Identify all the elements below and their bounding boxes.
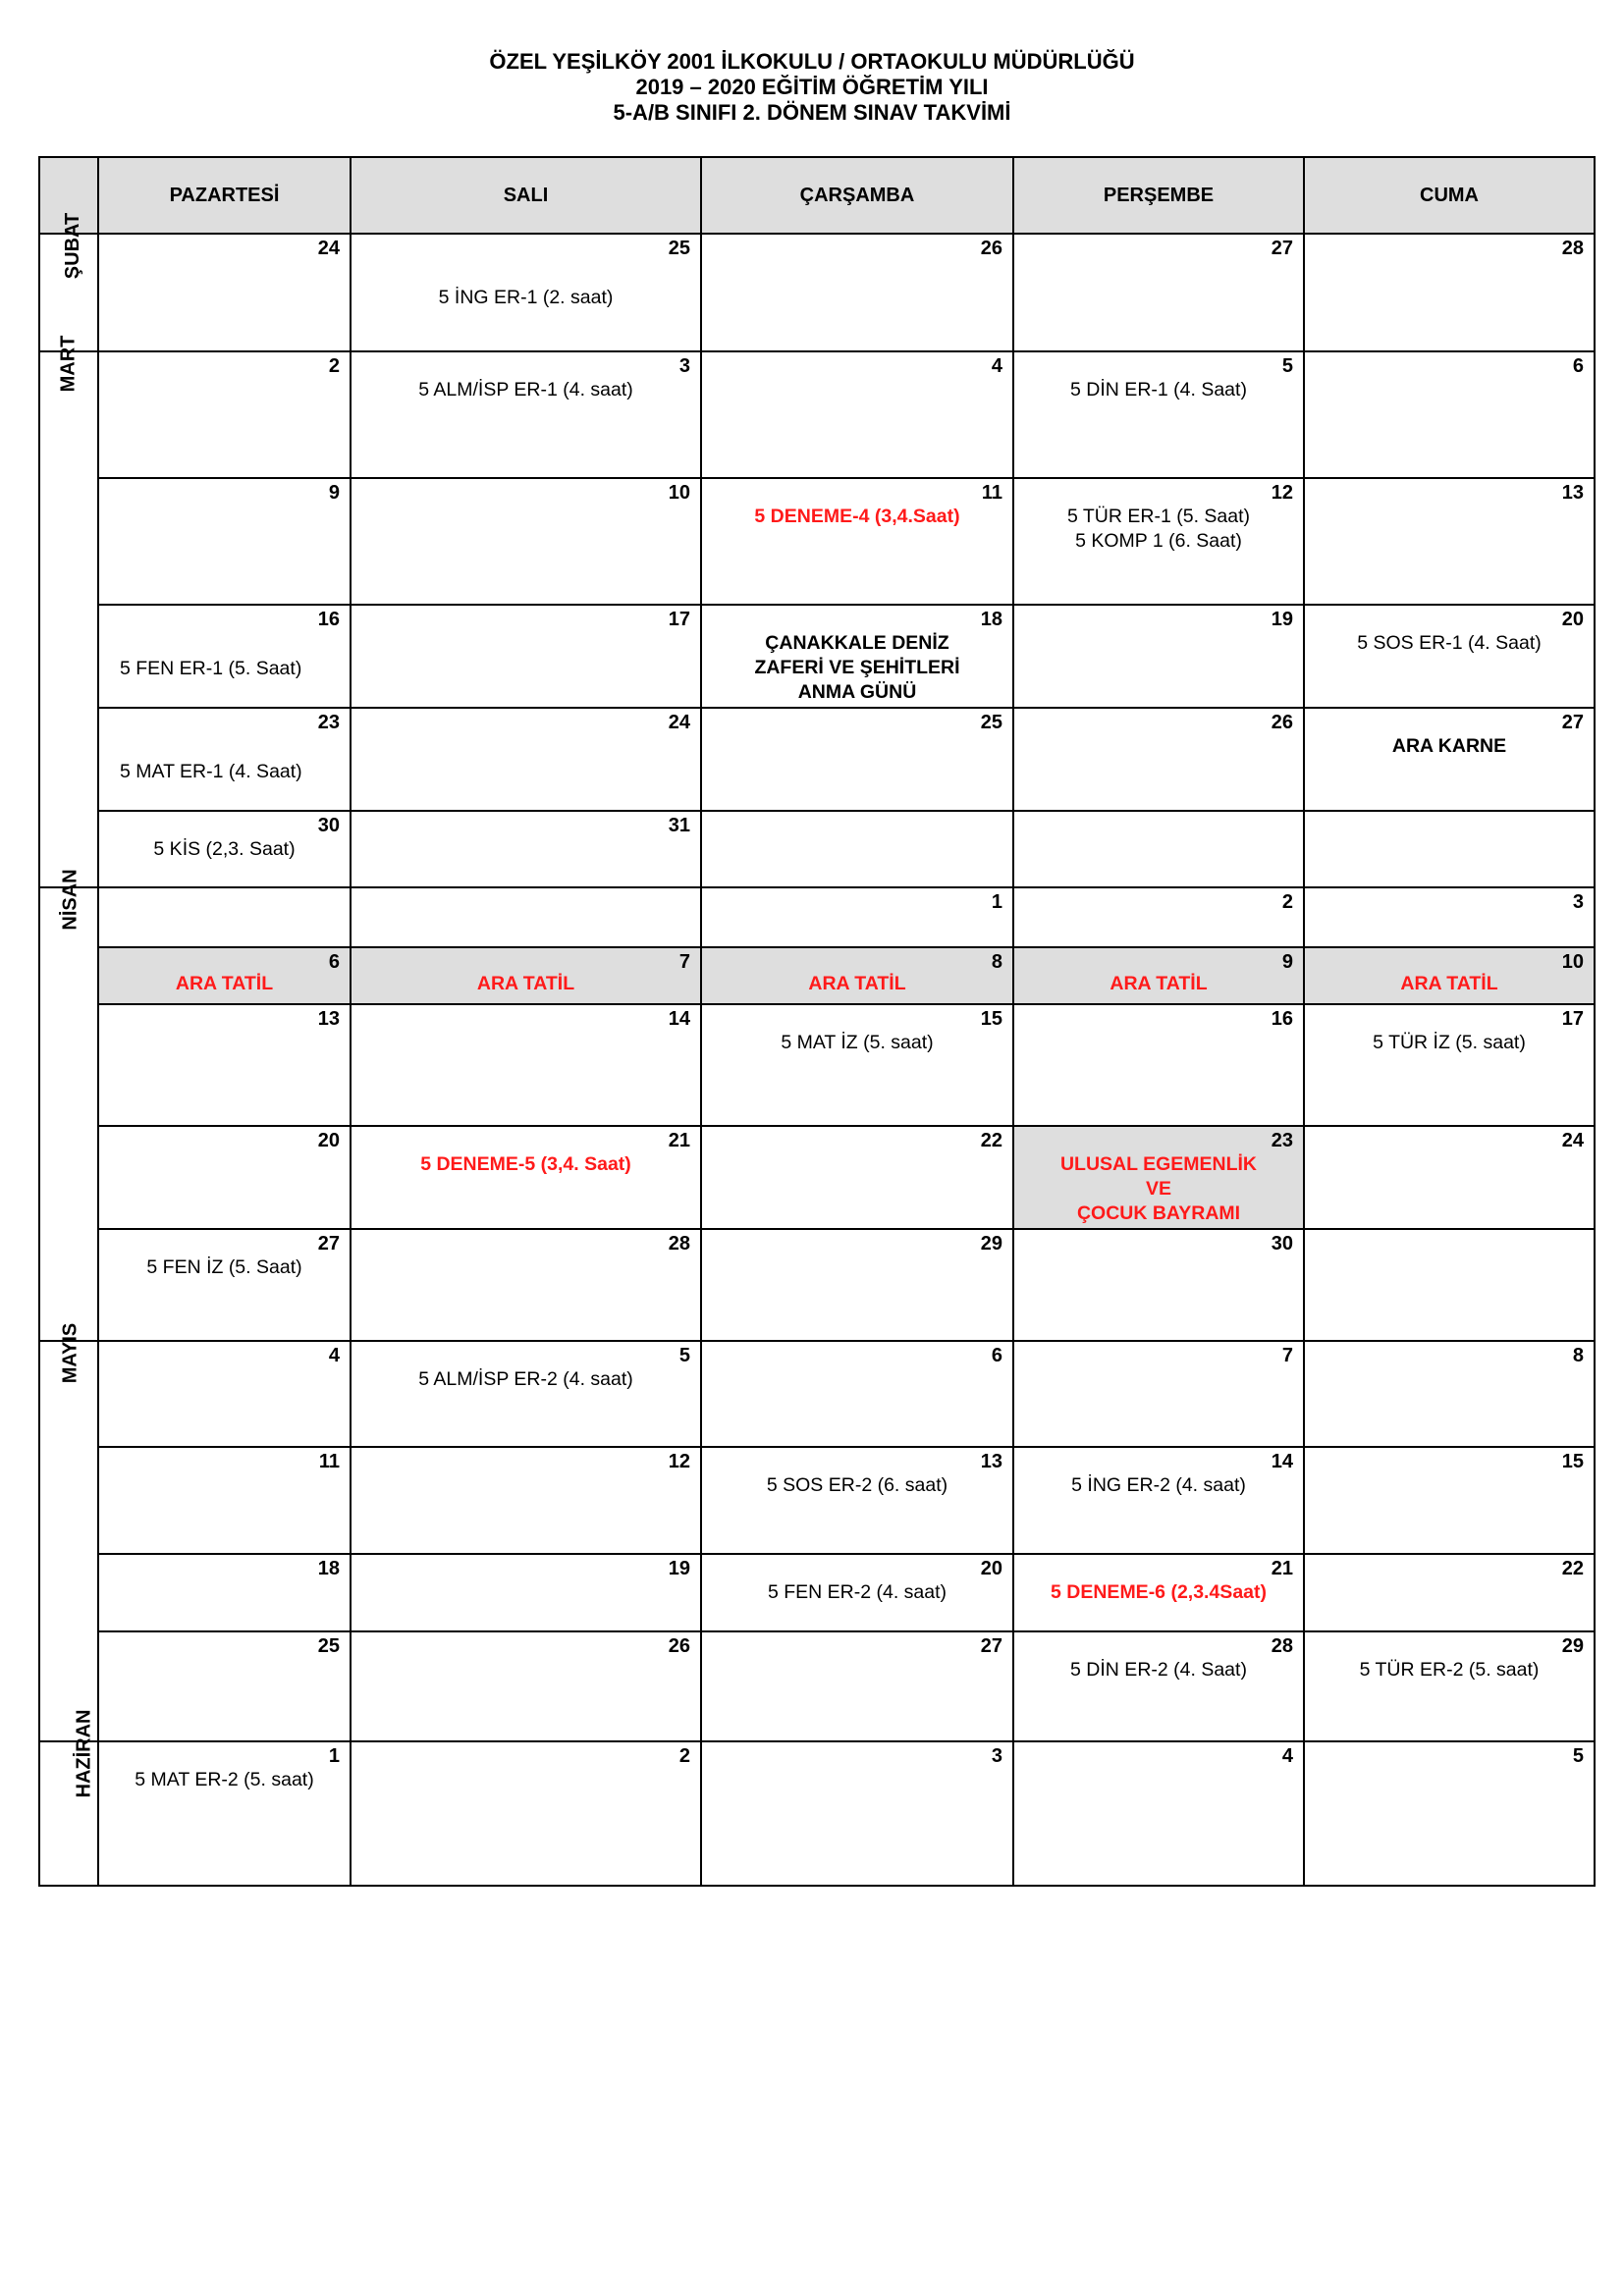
day-cell bbox=[351, 1229, 701, 1341]
week-row bbox=[39, 478, 1595, 605]
day-cell bbox=[1013, 605, 1304, 708]
week-row bbox=[39, 234, 1595, 351]
weekday-header-row bbox=[39, 157, 1595, 234]
day-cell bbox=[98, 605, 351, 708]
day-number: 25 bbox=[317, 1635, 340, 1657]
calendar-event: 5 DENEME-4 (3,4.Saat) bbox=[754, 506, 960, 527]
day-cell bbox=[351, 1126, 701, 1229]
day-cell bbox=[351, 1554, 701, 1631]
day-number: 24 bbox=[668, 712, 690, 733]
calendar-event: ARA TATİL bbox=[808, 973, 906, 994]
exam-calendar-table bbox=[38, 156, 1596, 1887]
day-cell bbox=[98, 708, 351, 811]
day-cell bbox=[1013, 708, 1304, 811]
day-number: 10 bbox=[668, 482, 690, 504]
day-number: 8 bbox=[1572, 1345, 1584, 1366]
day-cell bbox=[351, 1741, 701, 1886]
day-number: 20 bbox=[1561, 609, 1584, 630]
day-cell bbox=[1013, 1004, 1304, 1126]
weekday-header: CUMA bbox=[1304, 157, 1595, 234]
day-cell bbox=[701, 1631, 1013, 1741]
weekday-header: ÇARŞAMBA bbox=[701, 157, 1013, 234]
day-number: 4 bbox=[1281, 1745, 1293, 1767]
day-cell bbox=[1304, 605, 1595, 708]
day-cell bbox=[1304, 708, 1595, 811]
day-number: 9 bbox=[328, 482, 340, 504]
week-row bbox=[39, 887, 1595, 947]
day-number: 15 bbox=[1561, 1451, 1584, 1472]
day-cell bbox=[1013, 1741, 1304, 1886]
day-number: 26 bbox=[980, 238, 1002, 259]
day-number: 27 bbox=[317, 1233, 340, 1255]
day-number: 18 bbox=[317, 1558, 340, 1579]
week-row bbox=[39, 605, 1595, 708]
week-row bbox=[39, 1447, 1595, 1554]
day-cell bbox=[351, 708, 701, 811]
day-cell bbox=[1013, 351, 1304, 478]
day-cell bbox=[701, 947, 1013, 1004]
day-cell bbox=[1013, 947, 1304, 1004]
day-cell bbox=[98, 234, 351, 351]
day-number: 14 bbox=[668, 1008, 690, 1030]
day-cell bbox=[1304, 1741, 1595, 1886]
day-number: 22 bbox=[1561, 1558, 1584, 1579]
school-name: ÖZEL YEŞİLKÖY 2001 İLKOKULU / ORTAOKULU MÜDÜRLÜĞÜ bbox=[489, 49, 1135, 74]
day-number: 2 bbox=[678, 1745, 690, 1767]
calendar-event: 5 DİN ER-2 (4. Saat) bbox=[1070, 1659, 1247, 1681]
calendar-event: ARA TATİL bbox=[476, 973, 575, 994]
day-cell bbox=[1013, 1631, 1304, 1741]
weekday-header: SALI bbox=[351, 157, 701, 234]
calendar-event: 5 FEN ER-1 (5. Saat) bbox=[120, 658, 302, 679]
day-number: 27 bbox=[1271, 238, 1293, 259]
day-number: 4 bbox=[328, 1345, 340, 1366]
day-number: 30 bbox=[1271, 1233, 1293, 1255]
day-number: 3 bbox=[678, 355, 690, 377]
week-row bbox=[39, 1341, 1595, 1447]
week-row bbox=[39, 1229, 1595, 1341]
calendar-event: ARA TATİL bbox=[1400, 973, 1498, 994]
day-cell bbox=[351, 234, 701, 351]
day-cell bbox=[98, 947, 351, 1004]
day-cell bbox=[351, 1631, 701, 1741]
day-number: 16 bbox=[317, 609, 340, 630]
document-header bbox=[0, 49, 1624, 126]
day-cell bbox=[1013, 811, 1304, 887]
day-number: 31 bbox=[668, 815, 690, 836]
day-cell bbox=[701, 811, 1013, 887]
day-number: 23 bbox=[1271, 1130, 1293, 1151]
day-number: 13 bbox=[1561, 482, 1584, 504]
day-number: 20 bbox=[980, 1558, 1002, 1579]
day-cell bbox=[98, 1554, 351, 1631]
day-number: 6 bbox=[328, 951, 340, 973]
day-cell bbox=[1013, 478, 1304, 605]
day-cell bbox=[1304, 811, 1595, 887]
day-number: 11 bbox=[318, 1451, 340, 1472]
day-cell bbox=[1013, 887, 1304, 947]
day-cell bbox=[98, 1631, 351, 1741]
day-number: 28 bbox=[1561, 238, 1584, 259]
day-number: 21 bbox=[1271, 1558, 1293, 1579]
calendar-event: 5 SOS ER-2 (6. saat) bbox=[766, 1474, 948, 1496]
week-row bbox=[39, 811, 1595, 887]
day-number: 19 bbox=[1271, 609, 1293, 630]
day-number: 20 bbox=[317, 1130, 340, 1151]
day-number: 14 bbox=[1271, 1451, 1293, 1472]
calendar-event: 5 FEN İZ (5. Saat) bbox=[146, 1256, 302, 1278]
day-cell bbox=[98, 1741, 351, 1886]
day-cell bbox=[1013, 1554, 1304, 1631]
day-number: 25 bbox=[980, 712, 1002, 733]
calendar-event: 5 ALM/İSP ER-2 (4. saat) bbox=[418, 1368, 633, 1390]
calendar-event: 5 KİS (2,3. Saat) bbox=[153, 838, 296, 860]
day-number: 23 bbox=[317, 712, 340, 733]
day-cell bbox=[701, 1341, 1013, 1447]
day-number: 13 bbox=[980, 1451, 1002, 1472]
day-cell bbox=[351, 351, 701, 478]
month-label: HAZİRAN bbox=[73, 1709, 95, 1798]
day-number: 25 bbox=[668, 238, 690, 259]
day-number: 30 bbox=[317, 815, 340, 836]
calendar-event: ULUSAL EGEMENLİK VE ÇOCUK BAYRAMI bbox=[1059, 1153, 1258, 1224]
day-cell bbox=[1304, 478, 1595, 605]
month-label: MART bbox=[57, 335, 80, 393]
calendar-event: 5 SOS ER-1 (4. Saat) bbox=[1357, 632, 1542, 654]
day-number: 5 bbox=[678, 1345, 690, 1366]
calendar-event: 5 ALM/İSP ER-1 (4. saat) bbox=[418, 379, 633, 400]
day-cell bbox=[351, 947, 701, 1004]
day-cell bbox=[1304, 1554, 1595, 1631]
month-label-cell bbox=[39, 869, 98, 1341]
calendar-event: ÇANAKKALE DENİZ ZAFERİ VE ŞEHİTLERİ ANMA GÜNÜ bbox=[754, 632, 960, 703]
day-number: 12 bbox=[1271, 482, 1293, 504]
day-number: 5 bbox=[1572, 1745, 1584, 1767]
week-row bbox=[39, 1741, 1595, 1886]
week-row bbox=[39, 1631, 1595, 1741]
week-row bbox=[39, 1004, 1595, 1126]
day-number: 3 bbox=[1572, 891, 1584, 913]
day-number: 21 bbox=[668, 1130, 690, 1151]
day-cell bbox=[1304, 947, 1595, 1004]
calendar-event: 5 MAT ER-1 (4. Saat) bbox=[120, 761, 302, 782]
month-label: MAYIS bbox=[59, 1322, 81, 1384]
day-number: 5 bbox=[1281, 355, 1293, 377]
academic-year: 2019 – 2020 EĞİTİM ÖĞRETİM YILI bbox=[635, 75, 989, 99]
day-cell bbox=[1304, 234, 1595, 351]
day-cell bbox=[98, 1341, 351, 1447]
day-cell bbox=[701, 887, 1013, 947]
day-number: 13 bbox=[317, 1008, 340, 1030]
day-cell bbox=[1304, 1341, 1595, 1447]
day-number: 3 bbox=[991, 1745, 1002, 1767]
day-number: 22 bbox=[980, 1130, 1002, 1151]
calendar-event: 5 TÜR ER-1 (5. Saat) 5 KOMP 1 (6. Saat) bbox=[1066, 506, 1251, 552]
day-number: 15 bbox=[980, 1008, 1002, 1030]
calendar-event: ARA TATİL bbox=[1110, 973, 1208, 994]
day-number: 24 bbox=[317, 238, 340, 259]
day-number: 28 bbox=[668, 1233, 690, 1255]
calendar-event: ARA TATİL bbox=[175, 973, 274, 994]
month-label-cell bbox=[39, 1709, 98, 1886]
week-row bbox=[39, 947, 1595, 1004]
day-cell bbox=[351, 1341, 701, 1447]
month-label-cell bbox=[39, 1322, 98, 1741]
day-number: 4 bbox=[991, 355, 1002, 377]
day-cell bbox=[1304, 1126, 1595, 1229]
day-cell bbox=[701, 605, 1013, 708]
day-number: 2 bbox=[328, 355, 340, 377]
day-cell bbox=[701, 1004, 1013, 1126]
calendar-event: 5 FEN ER-2 (4. saat) bbox=[767, 1581, 947, 1603]
day-cell bbox=[701, 1229, 1013, 1341]
day-cell bbox=[98, 887, 351, 947]
week-row bbox=[39, 708, 1595, 811]
day-number: 16 bbox=[1271, 1008, 1293, 1030]
calendar-event: 5 MAT İZ (5. saat) bbox=[781, 1032, 934, 1053]
day-cell bbox=[1013, 1229, 1304, 1341]
day-cell bbox=[351, 605, 701, 708]
day-cell bbox=[351, 811, 701, 887]
day-number: 26 bbox=[668, 1635, 690, 1657]
day-cell bbox=[1013, 234, 1304, 351]
day-cell bbox=[1304, 1447, 1595, 1554]
day-number: 2 bbox=[1281, 891, 1293, 913]
weekday-header: PAZARTESİ bbox=[98, 157, 351, 234]
calendar-event: 5 TÜR ER-2 (5. saat) bbox=[1359, 1659, 1540, 1681]
day-number: 11 bbox=[981, 482, 1002, 504]
day-cell bbox=[351, 1004, 701, 1126]
day-number: 19 bbox=[668, 1558, 690, 1579]
day-cell bbox=[701, 708, 1013, 811]
day-cell bbox=[1304, 1004, 1595, 1126]
day-number: 1 bbox=[328, 1745, 340, 1767]
calendar-event: 5 İNG ER-2 (4. saat) bbox=[1071, 1474, 1246, 1496]
day-number: 10 bbox=[1561, 951, 1584, 973]
day-cell bbox=[98, 1004, 351, 1126]
day-cell bbox=[98, 1229, 351, 1341]
day-cell bbox=[1013, 1447, 1304, 1554]
day-number: 28 bbox=[1271, 1635, 1293, 1657]
day-cell bbox=[1304, 351, 1595, 478]
month-label-cell bbox=[39, 212, 98, 351]
calendar-event: 5 TÜR İZ (5. saat) bbox=[1373, 1032, 1526, 1053]
day-cell bbox=[351, 1447, 701, 1554]
weekday-header: PERŞEMBE bbox=[1013, 157, 1304, 234]
week-row bbox=[39, 1554, 1595, 1631]
day-number: 12 bbox=[668, 1451, 690, 1472]
day-cell bbox=[98, 1126, 351, 1229]
week-row bbox=[39, 1126, 1595, 1229]
day-cell bbox=[98, 1447, 351, 1554]
day-cell bbox=[701, 478, 1013, 605]
day-cell bbox=[98, 351, 351, 478]
calendar-title: 5-A/B SINIFI 2. DÖNEM SINAV TAKVİMİ bbox=[613, 100, 1011, 125]
month-label: ŞUBAT bbox=[62, 212, 84, 280]
day-cell bbox=[701, 1447, 1013, 1554]
day-cell bbox=[701, 234, 1013, 351]
day-cell bbox=[1013, 1126, 1304, 1229]
day-cell bbox=[701, 1741, 1013, 1886]
day-cell bbox=[351, 887, 701, 947]
calendar-event: ARA KARNE bbox=[1391, 735, 1507, 757]
calendar-event: 5 İNG ER-1 (2. saat) bbox=[438, 287, 614, 308]
day-number: 29 bbox=[1561, 1635, 1584, 1657]
day-number: 1 bbox=[991, 891, 1002, 913]
day-number: 8 bbox=[991, 951, 1002, 973]
day-number: 27 bbox=[1561, 712, 1584, 733]
day-number: 17 bbox=[1561, 1008, 1584, 1030]
week-row bbox=[39, 351, 1595, 478]
day-cell bbox=[1013, 1341, 1304, 1447]
day-cell bbox=[351, 478, 701, 605]
day-number: 27 bbox=[980, 1635, 1002, 1657]
day-cell bbox=[98, 478, 351, 605]
day-number: 18 bbox=[980, 609, 1002, 630]
day-number: 24 bbox=[1561, 1130, 1584, 1151]
day-cell bbox=[701, 1554, 1013, 1631]
calendar-body bbox=[39, 212, 1595, 1886]
month-label: NİSAN bbox=[59, 869, 81, 931]
month-label-cell bbox=[39, 335, 98, 887]
calendar-event: 5 DİN ER-1 (4. Saat) bbox=[1070, 379, 1247, 400]
day-cell bbox=[98, 811, 351, 887]
day-number: 6 bbox=[991, 1345, 1002, 1366]
day-number: 29 bbox=[980, 1233, 1002, 1255]
day-cell bbox=[1304, 1229, 1595, 1341]
calendar-event: 5 MAT ER-2 (5. saat) bbox=[135, 1769, 314, 1790]
day-number: 9 bbox=[1281, 951, 1293, 973]
day-number: 6 bbox=[1572, 355, 1584, 377]
day-cell bbox=[1304, 887, 1595, 947]
calendar-event: 5 DENEME-6 (2,3.4Saat) bbox=[1051, 1581, 1267, 1603]
day-cell bbox=[701, 351, 1013, 478]
day-number: 26 bbox=[1271, 712, 1293, 733]
day-number: 17 bbox=[668, 609, 690, 630]
day-cell bbox=[1304, 1631, 1595, 1741]
day-cell bbox=[701, 1126, 1013, 1229]
day-number: 7 bbox=[678, 951, 690, 973]
calendar-event: 5 DENEME-5 (3,4. Saat) bbox=[420, 1153, 631, 1175]
day-number: 7 bbox=[1281, 1345, 1293, 1366]
